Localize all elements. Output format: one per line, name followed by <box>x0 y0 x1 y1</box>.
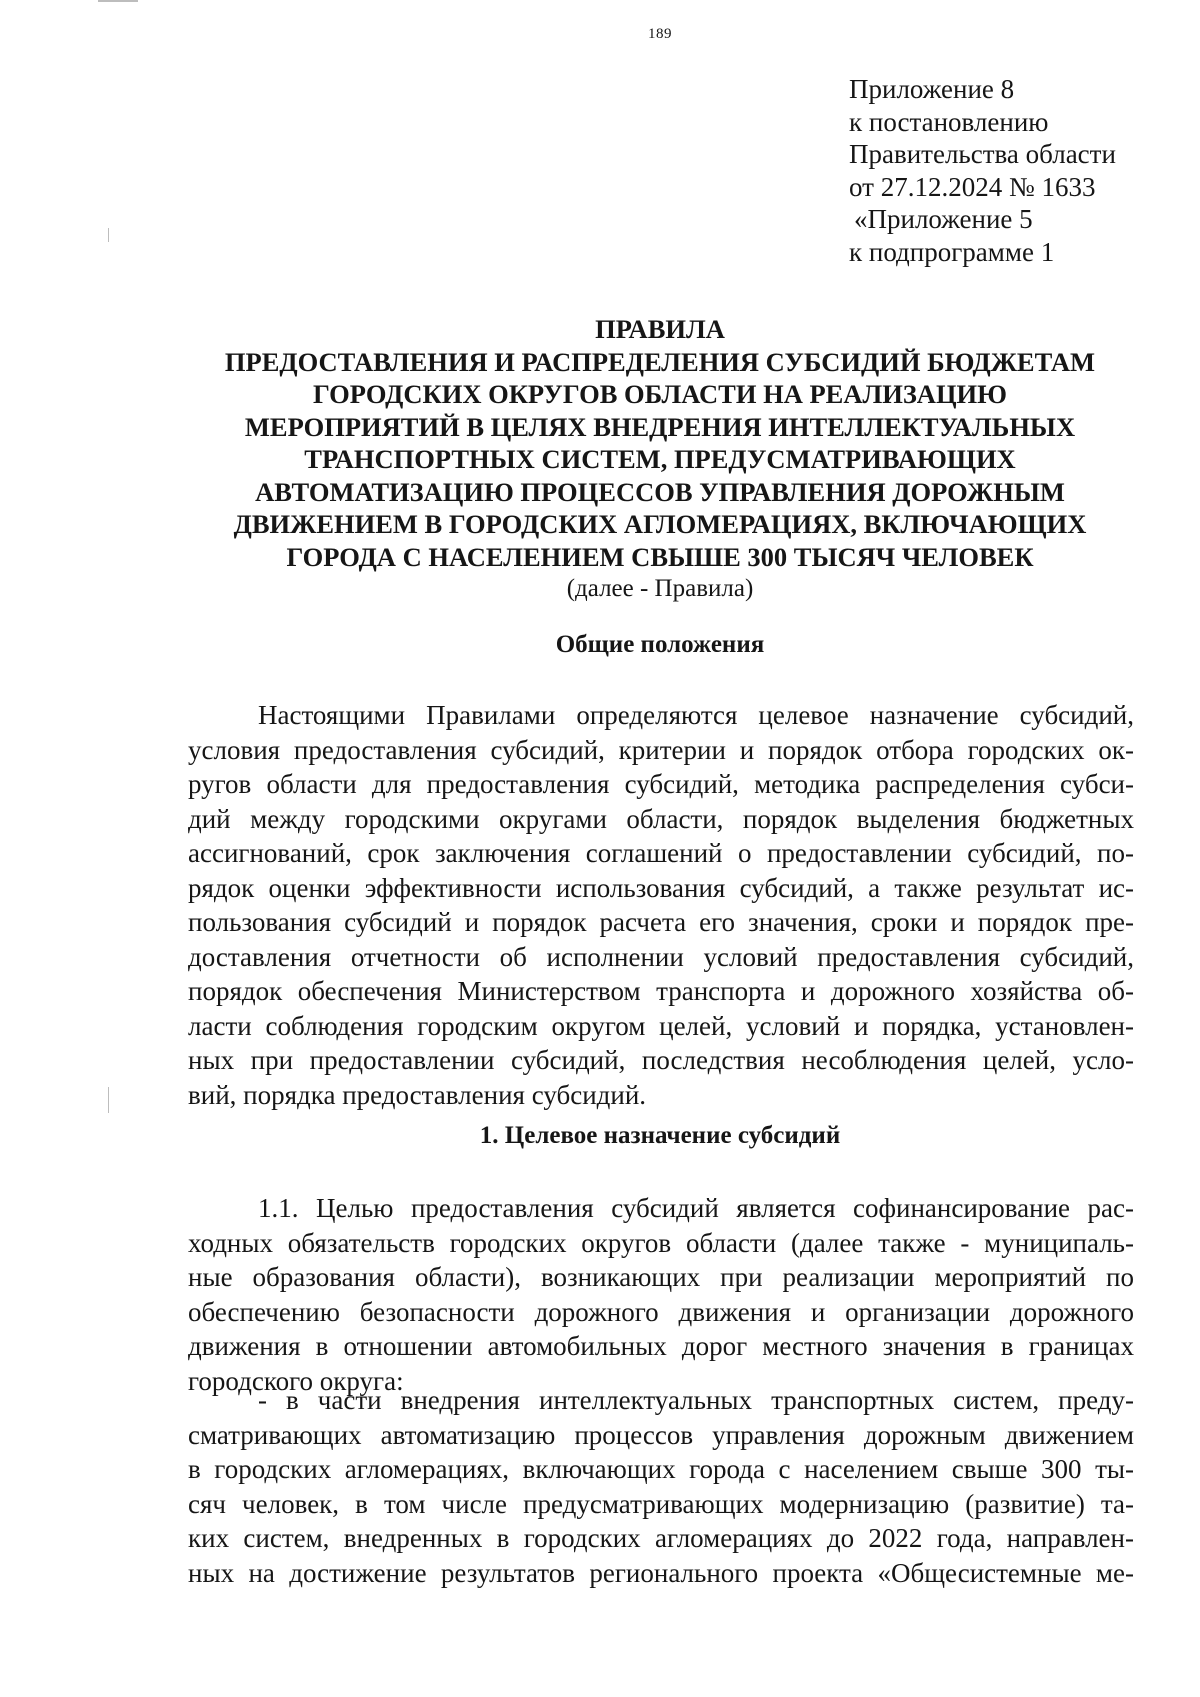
scan-margin-mark <box>108 1087 109 1113</box>
paragraph-line: ных на достижение результатов регионального проекта «Общесистемные ме- <box>188 1557 1134 1588</box>
scan-margin-mark <box>108 228 109 242</box>
annex-line: от 27.12.2024 № 1633 <box>849 171 1096 202</box>
annex-line: Приложение 8 <box>849 74 1015 104</box>
paragraph-bullet <box>188 1383 1134 1590</box>
paragraph-line: Настоящими Правилами определяются целевое назначение субсидий, <box>258 700 1134 730</box>
title-line: ГОРОДА С НАСЕЛЕНИЕМ СВЫШЕ 300 ТЫСЯЧ ЧЕЛОВЕК <box>286 541 1034 572</box>
title-line: ДВИЖЕНИЕМ В ГОРОДСКИХ АГЛОМЕРАЦИЯХ, ВКЛЮЧАЮЩИХ <box>233 509 1087 539</box>
paragraph-line: ходных обязательств городских округов области (далее также - муниципаль- <box>188 1227 1134 1258</box>
scan-margin-mark <box>98 0 138 2</box>
paragraph-line: - в части внедрения интеллектуальных транспортных систем, преду- <box>258 1385 1134 1415</box>
section-heading-1: 1. Целевое назначение субсидий <box>479 1122 841 1149</box>
title-line: ГОРОДСКИХ ОКРУГОВ ОБЛАСТИ НА РЕАЛИЗАЦИЮ <box>312 379 1008 409</box>
paragraph-line: доставления отчетности об исполнении условий предоставления субсидий, <box>188 941 1134 972</box>
annex-reference <box>849 73 1116 269</box>
paragraph-general <box>188 698 1134 1112</box>
paragraph-line: ные образования области), возникающих при реализации мероприятий по <box>188 1262 1134 1292</box>
title-line: МЕРОПРИЯТИЙ В ЦЕЛЯХ ВНЕДРЕНИЯ ИНТЕЛЛЕКТУАЛЬНЫХ <box>244 411 1076 442</box>
annex-line: к постановлению <box>849 106 1049 137</box>
paragraph-1-1 <box>188 1191 1134 1398</box>
section-heading-general: Общие положения <box>555 631 765 658</box>
paragraph-line: городского округа: <box>188 1365 404 1396</box>
title-subtitle: (далее - Правила) <box>566 575 754 602</box>
title-line: ПРЕДОСТАВЛЕНИЯ И РАСПРЕДЕЛЕНИЯ СУБСИДИЙ БЮДЖЕТАМ <box>224 346 1096 377</box>
paragraph-line: условия предоставления субсидий, критерии и порядок отбора городских ок- <box>188 734 1134 765</box>
title-line: ТРАНСПОРТНЫХ СИСТЕМ, ПРЕДУСМАТРИВАЮЩИХ <box>304 444 1016 474</box>
paragraph-line: сматривающих автоматизацию процессов управления дорожным движением <box>188 1419 1134 1450</box>
paragraph-line: ких систем, внедренных в городских агломерациях до 2022 года, направлен- <box>188 1523 1134 1553</box>
paragraph-line: пользования субсидий и порядок расчета его значения, сроки и порядок пре- <box>188 907 1134 937</box>
page-number: 189 <box>648 26 672 42</box>
paragraph-line: дий между городскими округами области, порядок выделения бюджетных <box>188 803 1134 834</box>
annex-line: «Приложение 5 <box>854 204 1033 235</box>
paragraph-line: рядок оценки эффективности использования субсидий, а также результат ис- <box>188 872 1134 903</box>
paragraph-line: ных при предоставлении субсидий, последствия несоблюдения целей, усло- <box>188 1045 1134 1075</box>
paragraph-line: обеспечению безопасности дорожного движения и организации дорожного <box>188 1296 1134 1327</box>
paragraph-line: 1.1. Целью предоставления субсидий является софинансирование рас- <box>258 1193 1134 1223</box>
paragraph-line: вий, порядка предоставления субсидий. <box>188 1079 647 1110</box>
paragraph-line: ругов области для предоставления субсидий, методика распределения субси- <box>188 769 1134 799</box>
paragraph-line: порядок обеспечения Министерством транспорта и дорожного хозяйства об- <box>188 976 1134 1006</box>
annex-line: к подпрограмме 1 <box>849 236 1055 267</box>
paragraph-line: сяч человек, в том числе предусматривающих модернизацию (развитие) та- <box>188 1488 1134 1519</box>
document-title <box>150 313 1170 605</box>
paragraph-line: движения в отношении автомобильных дорог местного значения в границах <box>188 1331 1134 1361</box>
title-line: ПРАВИЛА <box>595 314 725 344</box>
paragraph-line: в городских агломерациях, включающих города с населением свыше 300 ты- <box>188 1454 1134 1484</box>
title-line: АВТОМАТИЗАЦИЮ ПРОЦЕССОВ УПРАВЛЕНИЯ ДОРОЖНЫМ <box>255 476 1065 507</box>
annex-line: Правительства области <box>849 139 1116 170</box>
paragraph-line: ласти соблюдения городским округом целей, условий и порядка, установлен- <box>188 1010 1134 1041</box>
paragraph-line: ассигнований, срок заключения соглашений о предоставлении субсидий, по- <box>188 838 1134 868</box>
